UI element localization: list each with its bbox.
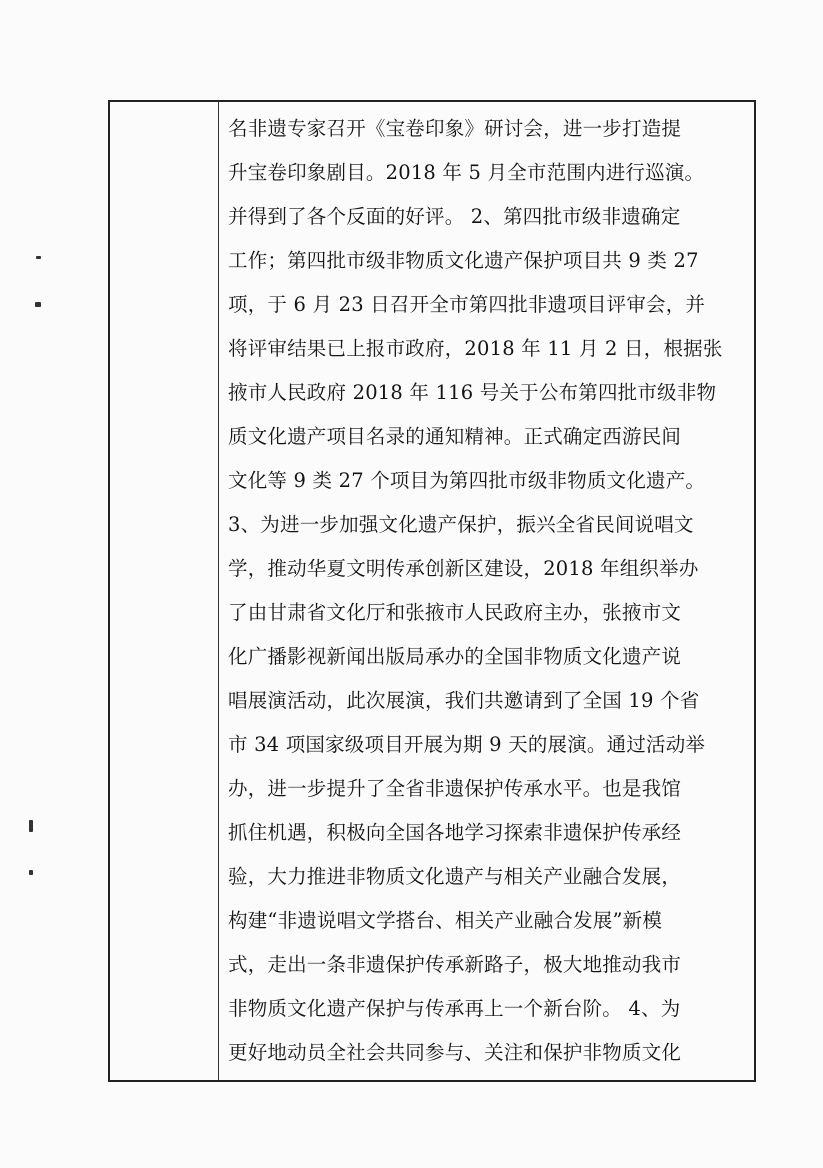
text-line: 文化等 9 类 27 个项目为第四批市级非物质文化遗产。 [228, 469, 706, 492]
text-line: 验，大力推进非物质文化遗产与相关产业融合发展， [228, 865, 682, 888]
text-line: 学，推动华夏文明传承创新区建设，2018 年组织举办 [228, 557, 699, 580]
text-line: 办，进一步提升了全省非遗保护传承水平。也是我馆 [228, 777, 682, 800]
text-line: 唱展演活动，此次展演，我们共邀请到了全国 19 个省 [228, 689, 700, 712]
text-line: 化广播影视新闻出版局承办的全国非物质文化遗产说 [228, 645, 682, 668]
text-line: 构建“非遗说唱文学搭台、相关产业融合发展”新模 [228, 909, 663, 932]
text-line: 质文化遗产项目名录的通知精神。正式确定西游民间 [228, 425, 682, 448]
table-column-divider [218, 102, 219, 1080]
text-line: 3、为进一步加强文化遗产保护，振兴全省民间说唱文 [228, 513, 694, 536]
text-line: 并得到了各个反面的好评。 2、第四批市级非遗确定 [228, 205, 681, 228]
text-line: 式，走出一条非遗保护传承新路子，极大地推动我市 [228, 953, 682, 976]
text-line: 升宝卷印象剧目。2018 年 5 月全市范围内进行巡演。 [228, 161, 705, 184]
text-line: 将评审结果已上报市政府，2018 年 11 月 2 日，根据张 [228, 337, 723, 360]
scan-artifact-mark [36, 256, 41, 259]
content-cell [228, 102, 746, 1080]
text-line: 项，于 6 月 23 日召开全市第四批非遗项目评审会，并 [228, 293, 706, 316]
scan-artifact-mark [29, 820, 33, 832]
text-line: 更好地动员全社会共同参与、关注和保护非物质文化 [228, 1041, 682, 1064]
text-line: 非物质文化遗产保护与传承再上一个新台阶。 4、为 [228, 997, 681, 1020]
scan-artifact-mark [29, 870, 33, 875]
text-line: 掖市人民政府 2018 年 116 号关于公布第四批市级非物 [228, 381, 717, 404]
text-line: 工作；第四批市级非物质文化遗产保护项目共 9 类 27 [228, 249, 699, 272]
text-line: 了由甘肃省文化厅和张掖市人民政府主办，张掖市文 [228, 601, 682, 624]
text-line: 市 34 项国家级项目开展为期 9 天的展演。通过活动举 [228, 733, 706, 756]
text-line: 名非遗专家召开《宝卷印象》研讨会，进一步打造提 [228, 117, 682, 140]
form-table [108, 100, 756, 1082]
scan-artifact-mark [35, 302, 41, 307]
text-line: 抓住机遇，积极向全国各地学习探索非遗保护传承经 [228, 821, 682, 844]
